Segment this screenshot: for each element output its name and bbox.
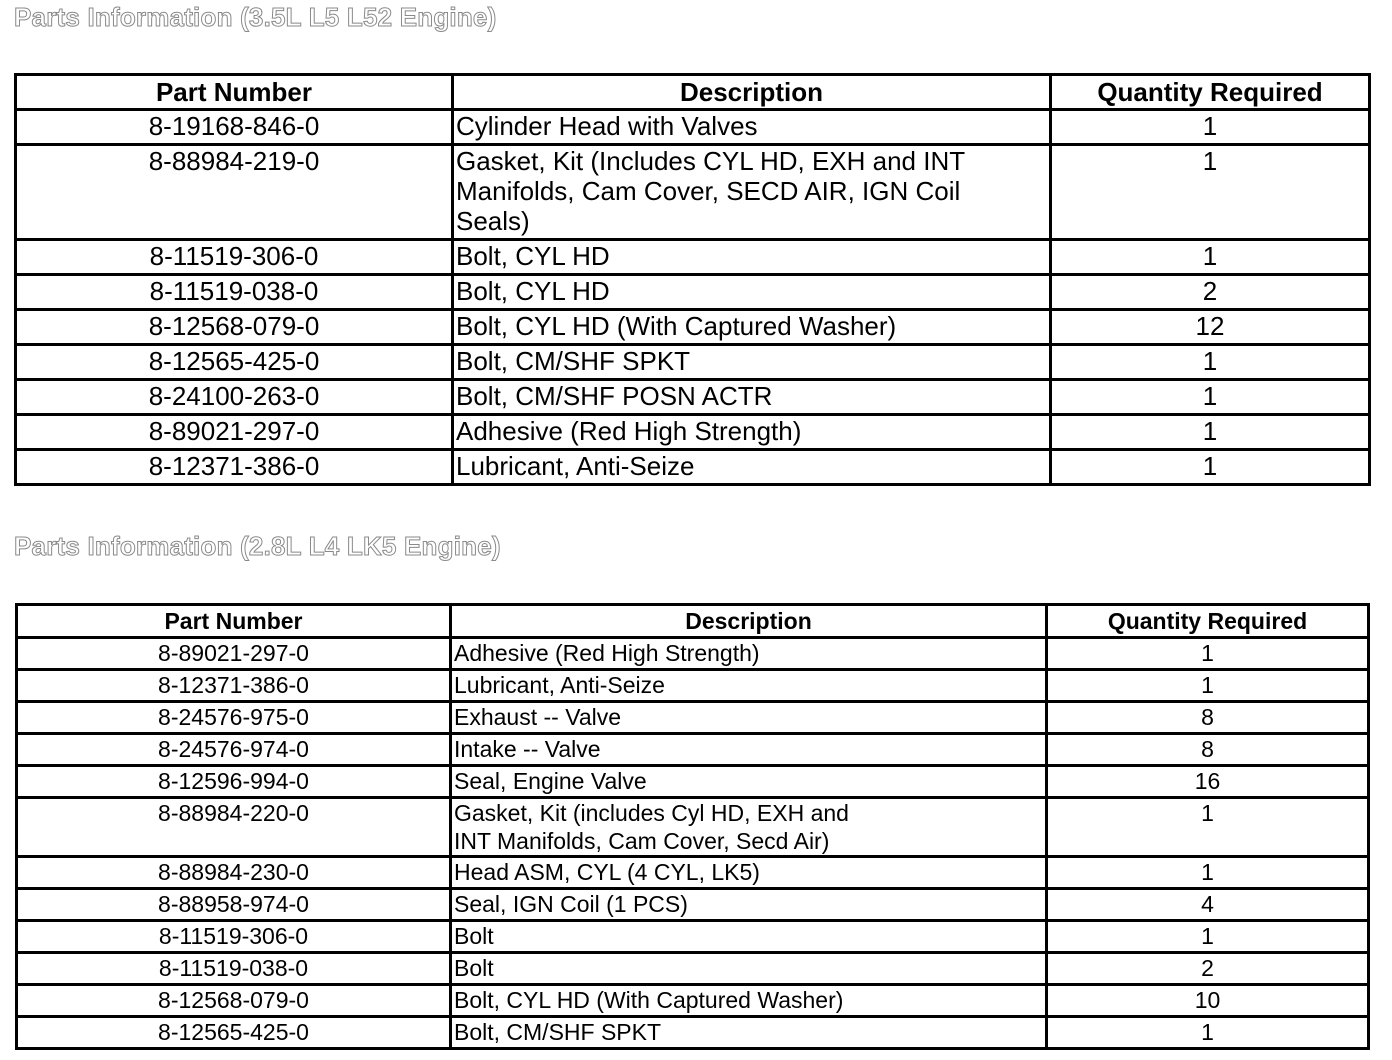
- part-number-cell: 8-11519-306-0: [16, 240, 453, 275]
- part-number-cell: 8-88984-219-0: [16, 145, 453, 240]
- table-row: [17, 638, 1369, 670]
- part-number-cell: 8-24576-974-0: [17, 734, 451, 766]
- description-cell: Bolt, CM/SHF SPKT: [453, 345, 1051, 380]
- header-quantity: Quantity Required: [1051, 75, 1370, 110]
- description-cell: Cylinder Head with Valves: [453, 110, 1051, 145]
- quantity-cell: 1: [1051, 145, 1370, 240]
- part-number-cell: 8-11519-038-0: [16, 275, 453, 310]
- parts-table-2-8l: [15, 603, 1370, 1050]
- table-row: [16, 145, 1370, 240]
- description-cell: Head ASM, CYL (4 CYL, LK5): [451, 857, 1047, 889]
- part-number-cell: 8-11519-306-0: [17, 921, 451, 953]
- quantity-cell: 1: [1047, 857, 1369, 889]
- part-number-cell: 8-12568-079-0: [16, 310, 453, 345]
- section-title: Parts Information (3.5L L5 L52 Engine): [14, 2, 497, 32]
- quantity-cell: 1: [1051, 345, 1370, 380]
- quantity-cell: 4: [1047, 889, 1369, 921]
- description-cell: Bolt, CYL HD: [453, 240, 1051, 275]
- table-header-row: [16, 75, 1370, 110]
- table-row: [16, 275, 1370, 310]
- quantity-cell: 10: [1047, 985, 1369, 1017]
- description-cell: Exhaust -- Valve: [451, 702, 1047, 734]
- description-cell: Adhesive (Red High Strength): [453, 415, 1051, 450]
- part-number-cell: 8-12371-386-0: [17, 670, 451, 702]
- part-number-cell: 8-19168-846-0: [16, 110, 453, 145]
- header-quantity: Quantity Required: [1047, 605, 1369, 638]
- table-row: [16, 240, 1370, 275]
- table-row: [16, 450, 1370, 485]
- description-cell: Bolt: [451, 921, 1047, 953]
- part-number-cell: 8-89021-297-0: [16, 415, 453, 450]
- quantity-cell: 1: [1051, 110, 1370, 145]
- quantity-cell: 12: [1051, 310, 1370, 345]
- part-number-cell: 8-12371-386-0: [16, 450, 453, 485]
- description-cell: Gasket, Kit (Includes CYL HD, EXH and INT Manifolds, Cam Cover, SECD AIR, IGN Coil Seals): [453, 145, 1051, 240]
- part-number-cell: 8-24100-263-0: [16, 380, 453, 415]
- description-cell: Gasket, Kit (includes Cyl HD, EXH and INT Manifolds, Cam Cover, Secd Air): [451, 798, 1047, 857]
- description-cell: Bolt: [451, 953, 1047, 985]
- description-cell: Seal, IGN Coil (1 PCS): [451, 889, 1047, 921]
- table-row: [17, 670, 1369, 702]
- description-cell: Bolt, CYL HD (With Captured Washer): [451, 985, 1047, 1017]
- quantity-cell: 1: [1047, 921, 1369, 953]
- table-header-row: [17, 605, 1369, 638]
- part-number-cell: 8-88958-974-0: [17, 889, 451, 921]
- part-number-cell: 8-12565-425-0: [17, 1017, 451, 1049]
- header-description: Description: [453, 75, 1051, 110]
- section-title: Parts Information (2.8L L4 LK5 Engine): [14, 531, 501, 561]
- table-row: [17, 734, 1369, 766]
- quantity-cell: 1: [1051, 415, 1370, 450]
- description-cell: Lubricant, Anti-Seize: [453, 450, 1051, 485]
- part-number-cell: 8-12565-425-0: [16, 345, 453, 380]
- quantity-cell: 1: [1047, 670, 1369, 702]
- table-row: [17, 857, 1369, 889]
- quantity-cell: 2: [1051, 275, 1370, 310]
- description-cell: Bolt, CM/SHF POSN ACTR: [453, 380, 1051, 415]
- table-row: [16, 415, 1370, 450]
- quantity-cell: 1: [1047, 1017, 1369, 1049]
- table-row: [17, 953, 1369, 985]
- part-number-cell: 8-12568-079-0: [17, 985, 451, 1017]
- quantity-cell: 1: [1051, 380, 1370, 415]
- table-row: [17, 985, 1369, 1017]
- header-part-number: Part Number: [17, 605, 451, 638]
- table-row: [17, 921, 1369, 953]
- quantity-cell: 1: [1051, 450, 1370, 485]
- table-row: [16, 345, 1370, 380]
- part-number-cell: 8-24576-975-0: [17, 702, 451, 734]
- description-cell: Adhesive (Red High Strength): [451, 638, 1047, 670]
- table-row: [16, 310, 1370, 345]
- part-number-cell: 8-12596-994-0: [17, 766, 451, 798]
- description-cell: Lubricant, Anti-Seize: [451, 670, 1047, 702]
- quantity-cell: 1: [1051, 240, 1370, 275]
- part-number-cell: 8-89021-297-0: [17, 638, 451, 670]
- quantity-cell: 8: [1047, 734, 1369, 766]
- table-row: [17, 702, 1369, 734]
- table-row: [17, 889, 1369, 921]
- description-cell: Seal, Engine Valve: [451, 766, 1047, 798]
- table-row: [17, 1017, 1369, 1049]
- description-cell: Intake -- Valve: [451, 734, 1047, 766]
- description-cell: Bolt, CM/SHF SPKT: [451, 1017, 1047, 1049]
- quantity-cell: 1: [1047, 798, 1369, 857]
- quantity-cell: 16: [1047, 766, 1369, 798]
- table-row: [16, 110, 1370, 145]
- header-part-number: Part Number: [16, 75, 453, 110]
- parts-table-3-5l: [14, 73, 1371, 486]
- table-row: [17, 766, 1369, 798]
- part-number-cell: 8-88984-220-0: [17, 798, 451, 857]
- description-cell: Bolt, CYL HD: [453, 275, 1051, 310]
- quantity-cell: 1: [1047, 638, 1369, 670]
- table-row: [17, 798, 1369, 857]
- header-description: Description: [451, 605, 1047, 638]
- quantity-cell: 8: [1047, 702, 1369, 734]
- quantity-cell: 2: [1047, 953, 1369, 985]
- description-cell: Bolt, CYL HD (With Captured Washer): [453, 310, 1051, 345]
- part-number-cell: 8-88984-230-0: [17, 857, 451, 889]
- table-row: [16, 380, 1370, 415]
- part-number-cell: 8-11519-038-0: [17, 953, 451, 985]
